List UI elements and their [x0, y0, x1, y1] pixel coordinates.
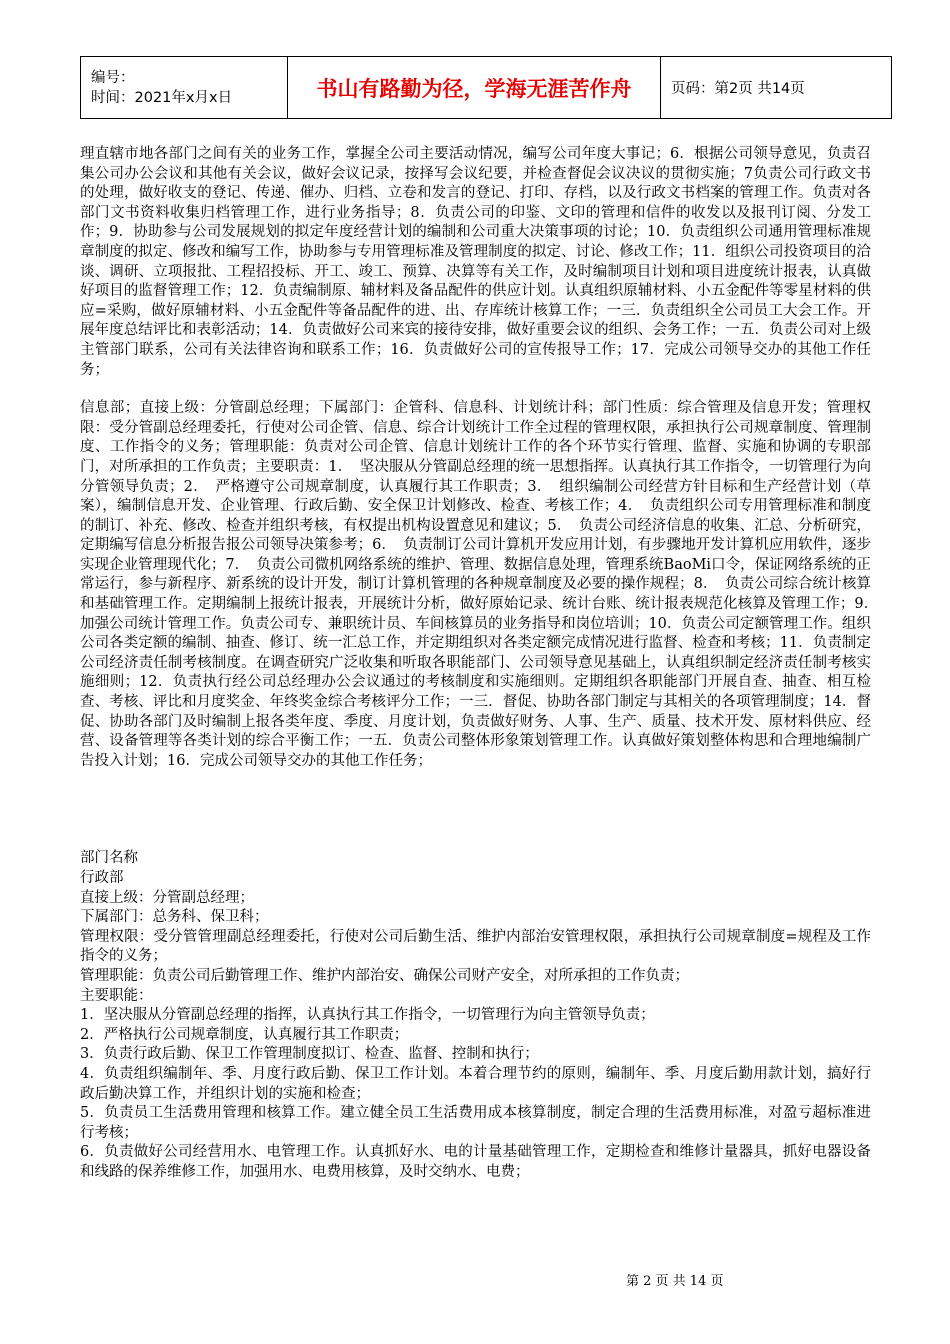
dept-line: 管理权限：受分管管理副总经理委托，行使对公司后勤生活、维护内部治安管理权限，承担执行公司规章制度=规程及工作指令的义务； — [80, 928, 871, 965]
header-page-label: 页码：第2页 共14页 — [661, 57, 892, 119]
serial-number-label: 编号： — [91, 69, 135, 86]
dept-line: 管理职能：负责公司后勤管理工作、维护内部治安、确保公司财产安全，对所承担的工作负责； — [80, 967, 689, 984]
time-label: 时间：2021年x月x日 — [91, 89, 233, 106]
information-dept-paragraph: 信息部；直接上级：分管副总经理；下属部门：企管科、信息科、计划统计科；部门性质：综合管理及信息开发；管理权限：受分管副总经理委托，行使对公司企管、信息、综合计划统计工作全过程的管理权限，承担执行公司规章制度、管理制度、工作指令的义务；管理职能：负责对公司企管、信息计划统计工作的各个环节实行管理、监督、实施和协调的专职部门，对所承担的工作负责；主要职责：1． 坚决服从分管副总经理的统一思想指挥。认真执行其工作指令，一切管理行为向分管领导负责；2． 严格遵守公司规章制度，认真履行其工作职责；3． 组织编制公司经营方针目标和生产经营计划（草案），编制信息开发、企业管理、行政后勤、安全保卫计划修改、检查、考核工作；4． 负责组织公司专用管理标准和制度的制订、补充、修改、检查并组织考核，有权提出机构设置意见和建议；5． 负责公司经济信息的收集、汇总、分析研究，定期编写信息分析报告报公司领导决策参考；6． 负责制订公司计算机开发应用计划，有步骤地开发计算机应用软件，逐步实现企业管理现代化；7． 负责公司微机网络系统的维护、管理、数据信息处理，管理系统BaoMi口令，保证网络系统的正常运行，参与新程序、新系统的设计开发，制订计算机管理的各种规章制度及必要的操作规程；8． 负责公司综合统计核算和基础管理工作。定期编制上报统计报表，开展统计分析，做好原始记录、统计台账、统计报表规范化核算及管理工作；9． 加强公司统计管理工作。负责公司专、兼职统计员、车间核算员的业务指导和岗位培训；10．负责公司定额管理工作。组织公司各类定额的编制、抽查、修订、统一汇总工作，并定期组织对各类定额完成情况进行监督、检查和考核；11．负责制定公司经济责任制考核制度。在调查研究广泛收集和听取各职能部门、公司领导意见基础上，认真组织制定经济责任制考核实施细则；12．负责执行经公司总经理办公会议通过的考核制度和实施细则。定期组织各职能部门开展自查、抽查、相互检查、考核、评比和月度奖金、年终奖金综合考核评分工作；一三．督促、协助各部门制定与其相关的各项管理制度；14．督促、协助各部门及时编制上报各类年度、季度、月度计划，负责做好财务、人事、生产、质量、技术开发、原材料供应、经营、设备管理等各类计划的综合平衡工作；一五．负责公司整体形象策划管理工作。认真做好策划整体构思和合理地编制广告投入计划；16．完成公司领导交办的其他工作任务； — [80, 400, 886, 769]
header-motto: 书山有路勤为径，学海无涯苦作舟 — [288, 57, 661, 119]
dept-line: 5．负责员工生活费用管理和核算工作。建立健全员工生活费用成本核算制度，制定合理的生活费用标准，对盈亏超标准进行考核； — [80, 1105, 871, 1141]
header-meta-cell — [81, 57, 288, 119]
dept-line: 下属部门：总务科、保卫科； — [80, 909, 269, 926]
dept-line: 4．负责组织编制年、季、月度行政后勤、保卫工作计划。本着合理节约的原则，编制年、季、月度后勤用款计划，搞好行政后勤决算工作，并组织计划的实施和检查； — [80, 1065, 871, 1102]
page-footer: 第 2 页 共 14 页 — [626, 1274, 724, 1289]
dept-line: 行政部 — [80, 870, 124, 886]
dept-line: 部门名称 — [80, 850, 138, 867]
office-duties-paragraph: 理直辖市地各部门之间有关的业务工作，掌握全公司主要活动情况，编写公司年度大事记；6．根据公司领导意见，负责召集公司办公会议和其他有关会议，做好会议记录，按择写会议纪要，并检查督促会议决议的贯彻实施；7负责公司行政文书的处理，做好收支的登记、传递、催办、归档、立卷和发言的登记、打印、存档，以及行政文书档案的管理工作。负责对各部门文书资料收集归档管理工作，进行业务指导；8．负责公司的印鉴、文印的管理和信件的收发以及报刊订阅、分发工作；9．协助参与公司发展规划的拟定年度经营计划的编制和公司重大决策事项的讨论；10．负责组织公司通用管理标准规章制度的拟定、修改和编写工作，协助参与专用管理标准及管理制度的拟定、讨论、修改工作；11．组织公司投资项目的洽谈、调研、立项报批、工程招投标、开工、竣工、预算、决算等有关工作，及时编制项目计划和项目进度统计报表，认真做好项目的监督管理工作；12．负责编制原、辅材料及备品配件的供应计划。认真组织原辅材料、小五金配件等零星材料的供应=采购，做好原辅材料、小五金配件等备品配件的进、出、存库统计核算工作；一三．负责组织全公司员工大会工作。开展年度总结评比和表彰活动；14．负责做好公司来宾的接待安排，做好重要会议的组织、会务工作；一五．负责公司对上级主管部门联系，公司有关法律咨询和联系工作；16．负责做好公司的宣传报导工作；17．完成公司领导交办的其他工作任务； — [80, 146, 871, 378]
dept-line: 直接上级：分管副总经理； — [80, 889, 254, 906]
document-header — [80, 56, 892, 119]
document-body — [80, 145, 886, 1183]
dept-line: 3．负责行政后勤、保卫工作管理制度拟订、检查、监督、控制和执行； — [80, 1046, 539, 1063]
dept-line: 主要职能： — [80, 987, 153, 1004]
admin-dept-section — [80, 849, 871, 1182]
dept-line: 6．负责做好公司经营用水、电管理工作。认真抓好水、电的计量基础管理工作，定期检查和维修计量器具，抓好电器设备和线路的保养维修工作，加强用水、电费用核算，及时交纳水、电费； — [80, 1144, 871, 1180]
dept-line: 1．坚决服从分管副总经理的指挥，认真执行其工作指令，一切管理行为向主管领导负责； — [80, 1007, 655, 1024]
dept-line: 2．严格执行公司规章制度，认真履行其工作职责； — [80, 1026, 409, 1043]
